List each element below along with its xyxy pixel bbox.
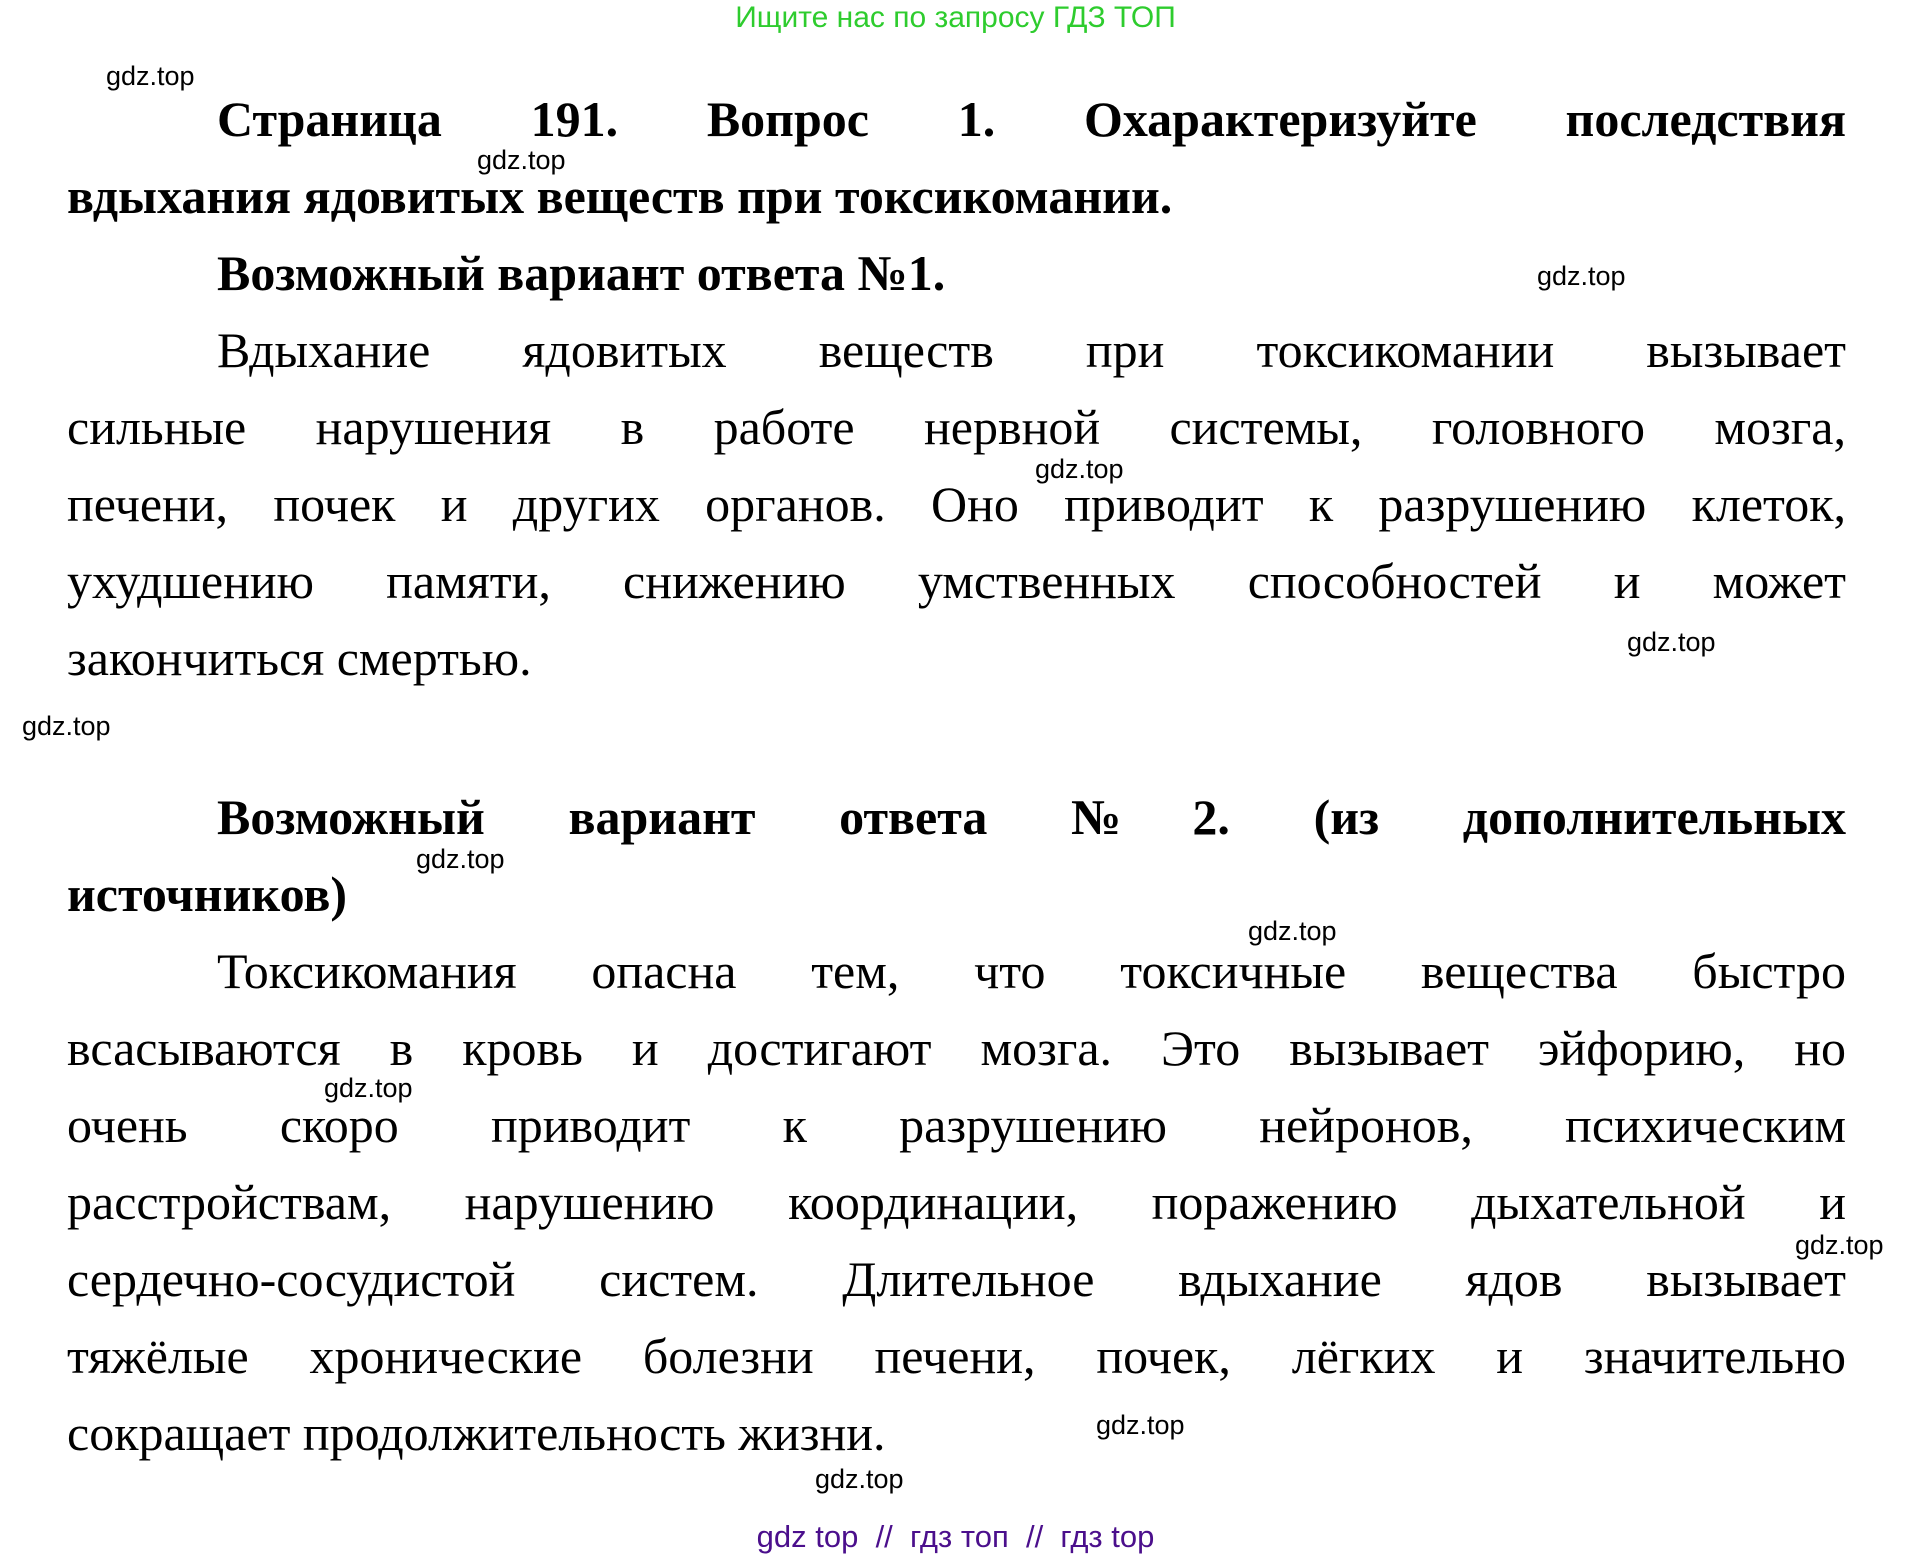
- answer2-title-line-2: источников): [67, 866, 347, 922]
- watermark: gdz.top: [1627, 627, 1716, 657]
- watermark: gdz.top: [1035, 454, 1124, 484]
- answer1-line: ухудшению памяти, снижению умственных способностей и может: [67, 553, 1846, 609]
- answer1-line: закончиться смертью.: [67, 630, 532, 686]
- watermark: gdz.top: [22, 711, 111, 741]
- answer2-title-line-1: Возможный вариант ответа №2. (из дополнительных: [217, 789, 1846, 845]
- watermark: gdz.top: [1537, 261, 1626, 291]
- search-banner: Ищите нас по запросу ГДЗ ТОП: [735, 1, 1176, 34]
- watermark: gdz.top: [1096, 1410, 1185, 1440]
- watermark: gdz.top: [1795, 1230, 1884, 1260]
- answer2-line: сокращает продолжительность жизни.: [67, 1405, 886, 1461]
- answer2-line: очень скоро приводит к разрушению нейронов, психическим: [67, 1097, 1846, 1153]
- answer1-line: печени, почек и других органов. Оно приводит к разрушению клеток,: [67, 476, 1846, 532]
- footer-links[interactable]: gdz top // гдз топ // гдз top: [756, 1519, 1155, 1554]
- answer2-line: тяжёлые хронические болезни печени, почек, лёгких и значительно: [67, 1328, 1846, 1384]
- watermark: gdz.top: [416, 844, 505, 874]
- answer2-line: Токсикомания опасна тем, что токсичные вещества быстро: [217, 943, 1846, 999]
- watermark: gdz.top: [1248, 916, 1337, 946]
- answer2-line: сердечно-сосудистой систем. Длительное вдыхание ядов вызывает: [67, 1251, 1846, 1307]
- watermark: gdz.top: [815, 1464, 904, 1494]
- answer2-line: расстройствам, нарушению координации, поражению дыхательной и: [67, 1174, 1846, 1230]
- watermark: gdz.top: [106, 61, 195, 91]
- question-line-2: вдыхания ядовитых веществ при токсикомании.: [67, 168, 1173, 224]
- watermark: gdz.top: [324, 1073, 413, 1103]
- answer1-line: Вдыхание ядовитых веществ при токсикомании вызывает: [217, 322, 1846, 378]
- watermark: gdz.top: [477, 145, 566, 175]
- question-line-1: Страница 191. Вопрос 1. Охарактеризуйте последствия: [217, 91, 1846, 147]
- answer2-line: всасываются в кровь и достигают мозга. Это вызывает эйфорию, но: [67, 1020, 1846, 1076]
- answer1-line: сильные нарушения в работе нервной системы, головного мозга,: [67, 399, 1846, 455]
- answer1-title: Возможный вариант ответа №1.: [217, 245, 946, 301]
